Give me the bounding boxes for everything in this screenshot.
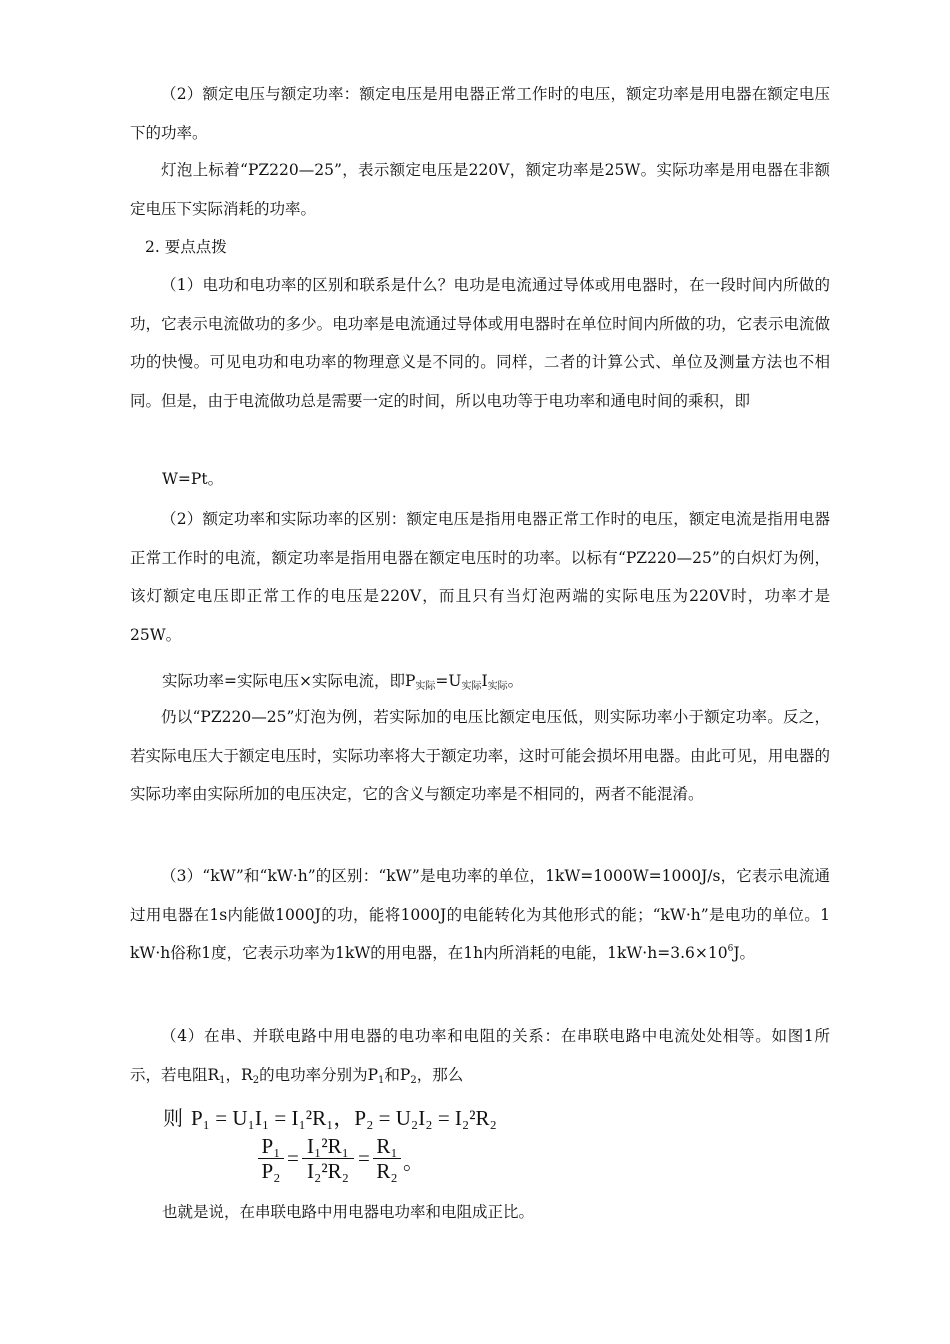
paragraph-actual-power-formula: 实际功率=实际电压×实际电流，即P实际=U实际I实际。 [162, 672, 524, 692]
formula-w-equals-pt: W=Pt。 [162, 470, 224, 488]
paragraph-rated-voltage-power: （2）额定电压与额定功率：额定电压是用电器正常工作时的电压，额定功率是用电器在额定电压下的功率。 [130, 85, 830, 142]
paragraph-work-vs-power: （1）电功和电功率的区别和联系是什么？电功是电流通过导体或用电器时，在一段时间内所做的功，它表示电流做功的多少。电功率是电流通过导体或用电器时在单位时间内所做的功，它表示电流做功的快慢。可见电功和电功率的物理意义是不同的。同样，二者的计算公式、单位及测量方法也不相同。但是，由于电流做功总是需要一定的时间，所以电功等于电功率和通电时间的乘积，即 [130, 276, 830, 410]
fraction-i2r-ratio: I₁²R₁ I₂²R₂ [302, 1134, 354, 1183]
paragraph-bulb-label: 灯泡上标着“PZ220—25”，表示额定电压是220V，额定功率是25W。实际功率是用电器在非额定电压下实际消耗的功率。 [130, 161, 830, 218]
section-heading-key-points: 2. 要点点拨 [145, 238, 227, 256]
fraction-r1-over-r2: R₁ R₂ [373, 1134, 401, 1183]
paragraph-conclusion: 也就是说，在串联电路中用电器电功率和电阻成正比。 [162, 1203, 535, 1221]
formula-power-ratio: P₁ P₂ = I₁²R₁ I₂²R₂ = R₁ R₂ 。 [258, 1134, 458, 1194]
formula-power-equations: 则 P₁ = U₁I₁ = I₁²R₁，P₂ = U₂I₂ = I₂²R₂ [163, 1106, 497, 1130]
paragraph-rated-vs-actual: （2）额定功率和实际功率的区别：额定电压是指用电器正常工作时的电压，额定电流是指用电器正常工作时的电流，额定功率是指用电器在额定电压时的功率。以标有“PZ220—25”的白炽灯为例，该灯额定电压即正常工作的电压是220V，而且只有当灯泡两端的实际电压为220V时，功率才是25W。 [130, 510, 830, 644]
fraction-p1-over-p2: P₁ P₂ [258, 1134, 284, 1183]
paragraph-kw-vs-kwh: （3）“kW”和“kW·h”的区别：“kW”是电功率的单位，1kW=1000W=1000J/s，它表示电流通过用电器在1s内能做1000J的功，能将1000J的电能转化为其他形式的能；“kW·h”是电功的单位。1 kW·h俗称1度，它表示功率为1kW的用电器，在1h内所消耗的电能，$1kW\cdot h=3.6\times 10^6J$。 [130, 867, 830, 962]
paragraph-bulb-example: 仍以“PZ220—25”灯泡为例，若实际加的电压比额定电压低，则实际功率小于额定功率。反之，若实际电压大于额定电压时，实际功率将大于额定功率，这时可能会损坏用电器。由此可见，用电器的实际功率由实际所加的电压决定，它的含义与额定功率是不相同的，两者不能混淆。 [130, 708, 830, 803]
paragraph-series-circuit: （4）在串、并联电路中用电器的电功率和电阻的关系：在串联电路中电流处处相等。如图1所示，若电阻R1，R2的电功率分别为P1和P2，那么 [130, 1027, 830, 1086]
